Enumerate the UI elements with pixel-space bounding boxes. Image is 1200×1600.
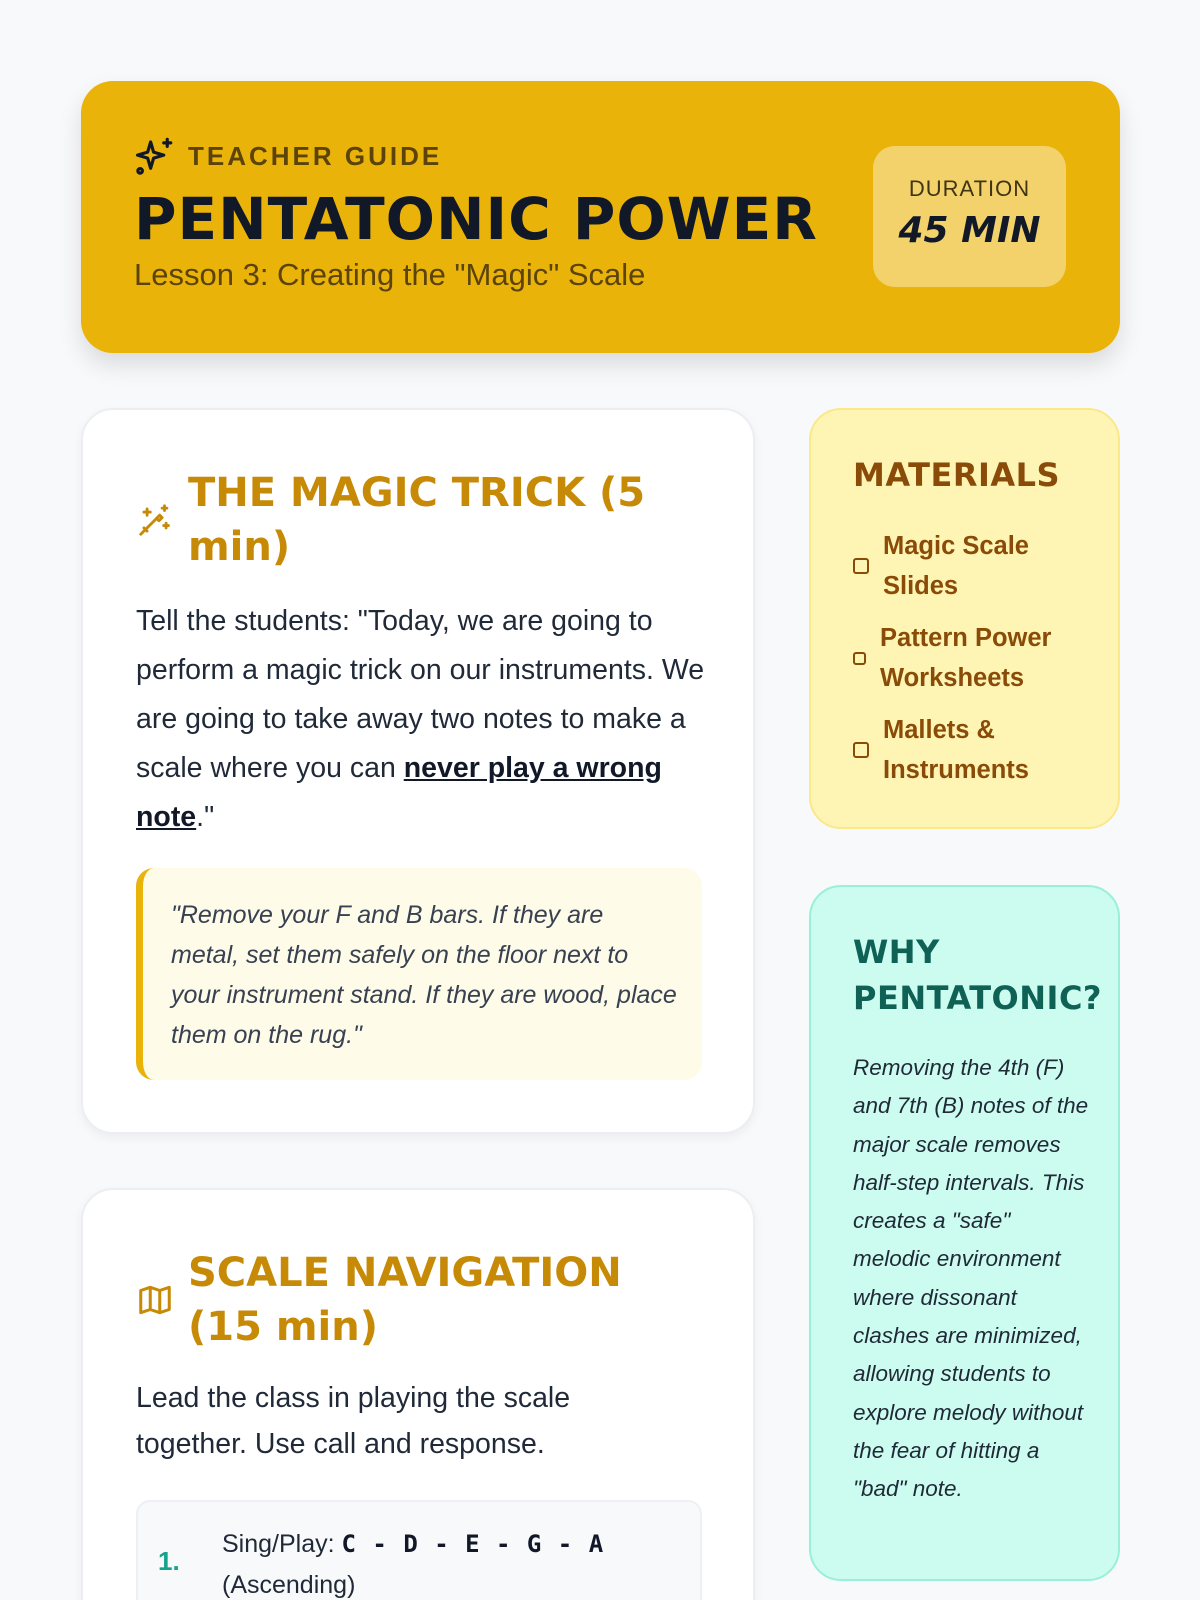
materials-item[interactable] bbox=[853, 618, 1093, 698]
magic-trick-emphasis: never play a wrong note bbox=[136, 752, 662, 833]
materials-item-label: Magic Scale Slides bbox=[883, 532, 1029, 600]
eyebrow-label: TEACHER GUIDE bbox=[188, 140, 443, 171]
materials-item[interactable] bbox=[853, 710, 1093, 790]
materials-panel bbox=[809, 408, 1120, 829]
page-title: PENTATONIC POWER bbox=[134, 185, 818, 253]
lesson-header bbox=[81, 81, 1120, 353]
scale-navigation-card bbox=[81, 1188, 755, 1600]
teacher-quote: "Remove your F and B bars. If they are metal, set them safely on the floor next to your instrument stand. If they are wood, place them on the rug." bbox=[136, 868, 702, 1080]
magic-trick-text bbox=[136, 597, 706, 842]
why-pentatonic-title: WHY PENTATONIC? bbox=[853, 933, 1102, 1017]
sparkles-icon bbox=[134, 135, 176, 177]
why-pentatonic-text: Removing the 4th (F) and 7th (B) notes of the major scale removes half-step intervals. This creates a "safe" melodic environment where dissonant clashes are minimized, allowing students to explore melody without the fear of hitting a "bad" note. bbox=[853, 1055, 1089, 1502]
duration-badge bbox=[873, 146, 1066, 287]
materials-list bbox=[853, 526, 1093, 802]
duration-value: 45 MIN bbox=[898, 210, 1041, 251]
magic-wand-icon bbox=[136, 501, 174, 539]
scale-navigation-header bbox=[136, 1246, 698, 1354]
map-icon bbox=[136, 1281, 174, 1319]
eyebrow bbox=[134, 135, 442, 177]
checkbox[interactable] bbox=[853, 742, 869, 758]
magic-trick-card bbox=[81, 408, 755, 1134]
scale-navigation-text: Lead the class in playing the scale together. Use call and response. bbox=[136, 1382, 571, 1460]
checkbox[interactable] bbox=[853, 652, 866, 665]
magic-trick-intro-end: ." bbox=[196, 801, 215, 833]
materials-item-label: Pattern Power Worksheets bbox=[880, 624, 1052, 692]
step-suffix: (Ascending) bbox=[222, 1571, 356, 1599]
duration-label: DURATION bbox=[908, 176, 1031, 201]
magic-trick-header bbox=[136, 466, 658, 574]
steps-list bbox=[136, 1500, 702, 1600]
magic-trick-title: THE MAGIC TRICK (5 min) bbox=[188, 470, 646, 570]
why-pentatonic-panel bbox=[809, 885, 1120, 1581]
materials-title: MATERIALS bbox=[853, 456, 1061, 494]
scale-navigation-title: SCALE NAVIGATION (15 min) bbox=[188, 1250, 622, 1350]
step-text bbox=[222, 1524, 662, 1600]
checkbox[interactable] bbox=[853, 558, 869, 574]
materials-item-label: Mallets & Instruments bbox=[883, 716, 1029, 784]
step-prefix: Sing/Play: bbox=[222, 1530, 342, 1558]
magic-trick-intro: Tell the students: "Today, we are going to perform a magic trick on our instruments. We are going to take away two notes to make a scale where you can bbox=[136, 605, 705, 784]
step-notes: C - D - E - G - A bbox=[341, 1530, 605, 1558]
step-number: 1. bbox=[158, 1546, 180, 1576]
materials-item[interactable] bbox=[853, 526, 1093, 606]
page-subtitle: Lesson 3: Creating the "Magic" Scale bbox=[134, 257, 646, 292]
